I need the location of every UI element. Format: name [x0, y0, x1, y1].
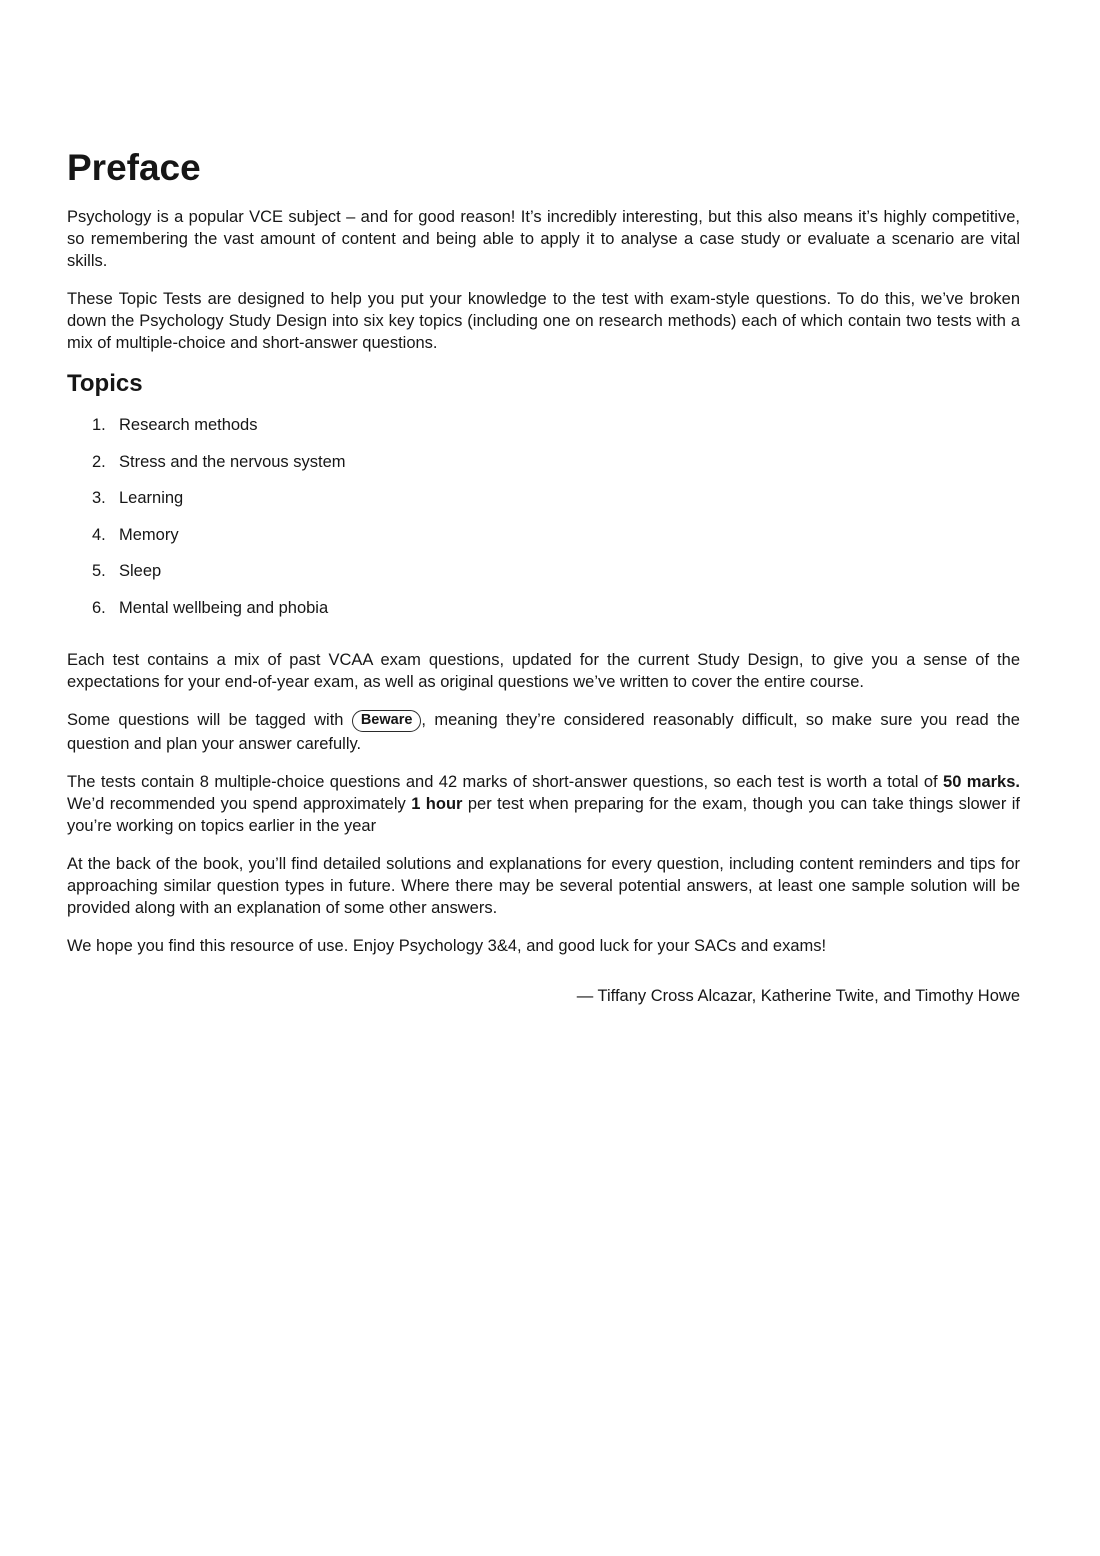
- topic-item-learning: [67, 487, 1020, 509]
- topics-heading: Topics: [67, 369, 143, 397]
- topic-number: 5.: [92, 562, 106, 581]
- topics-list: [67, 414, 1020, 619]
- topic-label: Sleep: [119, 562, 162, 581]
- topic-number: 2.: [92, 452, 106, 471]
- beware-text-after: , meaning they’re considered reasonably difficult, so make sure you read the question and plan your answer carefully.: [67, 710, 1020, 753]
- each-test-paragraph: Each test contains a mix of past VCAA exam questions, updated for the current Study Design, to give you a sense of the expectations for your end-of-year exam, as well as original questions we’ve written to cover the entire course.: [67, 650, 1020, 691]
- topic-label: Learning: [119, 489, 184, 508]
- intro-paragraph-1: Psychology is a popular VCE subject – and for good reason! It’s incredibly interesting, but this also means it’s highly competitive, so remembering the vast amount of content and being able to apply it to analyse a case study or evaluate a scenario are vital skills.: [67, 207, 1020, 270]
- beware-badge: Beware: [352, 710, 422, 732]
- authors-attribution: — Tiffany Cross Alcazar, Katherine Twite, and Timothy Howe: [576, 986, 1020, 1005]
- topic-item-sleep: [67, 560, 1020, 582]
- topic-label: Memory: [119, 525, 179, 544]
- topic-label: Stress and the nervous system: [119, 452, 346, 471]
- hope-paragraph: We hope you find this resource of use. Enjoy Psychology 3&4, and good luck for your SACs and exams!: [67, 936, 827, 955]
- topic-label: Research methods: [119, 416, 258, 435]
- topic-item-mental-wellbeing-phobia: [67, 597, 1020, 619]
- topic-number: 3.: [92, 489, 106, 508]
- intro-paragraph-2: These Topic Tests are designed to help you put your knowledge to the test with exam-style questions. To do this, we’ve broken down the Psychology Study Design into six key topics (including one on research methods) each of which contain two tests with a mix of multiple-choice and short-answer questions.: [67, 289, 1020, 352]
- beware-text-before: Some questions will be tagged with: [67, 710, 352, 729]
- topic-number: 1.: [92, 416, 106, 435]
- page-content: [67, 148, 1020, 1007]
- solutions-paragraph: At the back of the book, you’ll find detailed solutions and explanations for every question, including content reminders and tips for approaching similar question types in future. Where there may be several potential answers, at least one sample solution will be provided along with an explanation of some other answers.: [67, 854, 1020, 917]
- topic-label: Mental wellbeing and phobia: [119, 598, 329, 617]
- topic-item-research-methods: [67, 414, 1020, 436]
- beware-paragraph: [67, 709, 1020, 755]
- topic-number: 6.: [92, 598, 106, 617]
- page-title: Preface: [67, 147, 201, 188]
- marks-paragraph: The tests contain 8 multiple-choice questions and 42 marks of short-answer questions, so each test is worth a total of 50 marks. We’d recommended you spend approximately 1 hour per test when preparing for the exam, though you can take things slower if you’re working on topics earlier in the year: [67, 772, 1020, 835]
- topic-item-stress-nervous-system: [67, 451, 1020, 473]
- topic-number: 4.: [92, 525, 106, 544]
- topic-item-memory: [67, 524, 1020, 546]
